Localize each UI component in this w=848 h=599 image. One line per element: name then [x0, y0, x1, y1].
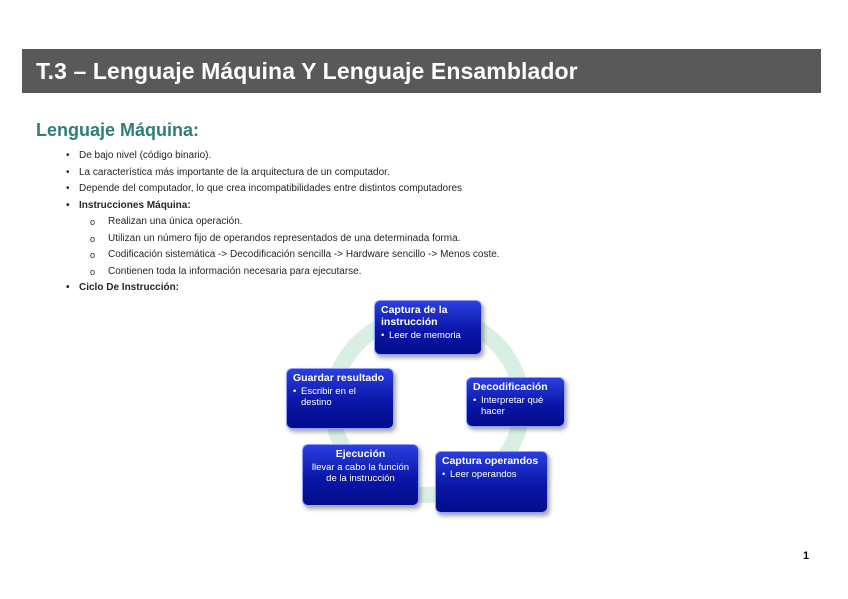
page-title: T.3 – Lenguaje Máquina Y Lenguaje Ensamblador [36, 57, 578, 84]
sub-bullet-item: o Contienen toda la información necesaria para ejecutarse. [79, 264, 626, 281]
step-title: Captura de la instrucción [381, 304, 448, 328]
step-item: • Leer operandos [442, 469, 541, 480]
step-title: Captura operandos [442, 455, 539, 467]
sub-bullet-item: o Codificación sistemática -> Decodificación sencilla -> Hardware sencillo -> Menos coste. [79, 247, 626, 264]
step-title: Decodificación [473, 381, 548, 393]
step-title: Guardar resultado [293, 372, 385, 384]
cycle-step-ejecucion [302, 444, 419, 506]
cycle-step-decodificacion [466, 377, 565, 427]
sub-bullet-item: o Realizan una única operación. [79, 214, 626, 231]
step-item: • Leer de memoria [381, 330, 475, 341]
cycle-step-captura-operandos [435, 451, 548, 513]
bullet-item: • De bajo nivel (código binario). [66, 148, 626, 165]
bullet-item: • La característica más importante de la arquitectura de un computador. [66, 165, 626, 182]
bullet-item: • Ciclo De Instrucción: [66, 280, 626, 297]
sub-bullet-item: o Utilizan un número fijo de operandos representados de una determinada forma. [79, 231, 626, 248]
step-title: Ejecución [335, 448, 386, 460]
bullet-item: • Depende del computador, lo que crea incompatibilidades entre distintos computadores [66, 181, 626, 198]
step-item: llevar a cabo la función de la instrucción [311, 462, 410, 484]
section-heading: Lenguaje Máquina: [36, 120, 200, 140]
cycle-step-captura-instruccion [374, 300, 482, 355]
step-item: • Escribir en el destino [293, 386, 387, 408]
bullet-label: Instrucciones Máquina: [79, 199, 191, 211]
cycle-step-guardar-resultado [286, 368, 394, 429]
page-number: 1 [803, 550, 810, 562]
step-item: • Interpretar qué hacer [473, 395, 558, 417]
